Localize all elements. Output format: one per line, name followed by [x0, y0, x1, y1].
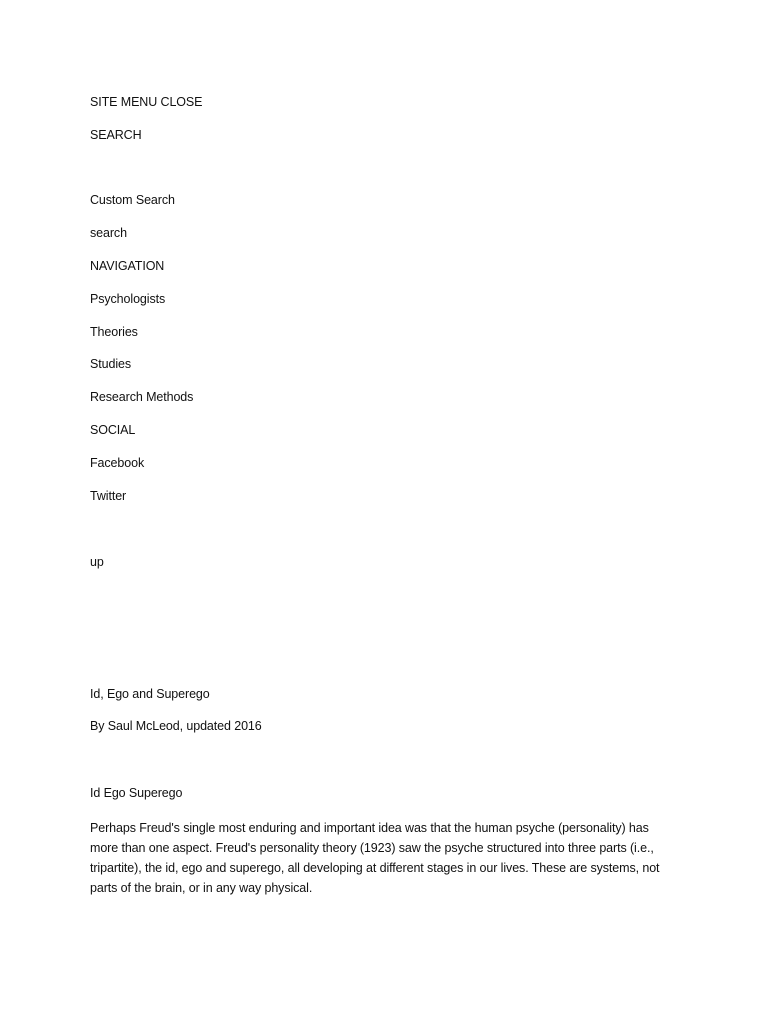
paragraph-line: tripartite), the id, ego and superego, all developing at different stages in our lives. These are systems, not — [90, 861, 660, 875]
up-link[interactable]: up — [90, 555, 104, 569]
nav-item-research-methods[interactable]: Research Methods — [90, 390, 194, 404]
article-byline: By Saul McLeod, updated 2016 — [90, 719, 262, 733]
social-heading: SOCIAL — [90, 423, 136, 437]
social-item-twitter[interactable]: Twitter — [90, 489, 127, 503]
nav-item-studies[interactable]: Studies — [90, 357, 131, 371]
paragraph-line: more than one aspect. Freud's personality theory (1923) saw the psyche structured into three parts (i.e., — [90, 841, 654, 855]
paragraph-line: parts of the brain, or in any way physical. — [90, 881, 313, 895]
article-paragraph — [90, 818, 680, 898]
navigation-heading: NAVIGATION — [90, 259, 165, 273]
site-menu-close-link[interactable]: SITE MENU CLOSE — [90, 95, 203, 109]
search-button[interactable]: search — [90, 226, 127, 240]
article-title: Id, Ego and Superego — [90, 687, 210, 701]
social-item-facebook[interactable]: Facebook — [90, 456, 145, 470]
article-image-alt-text: Id Ego Superego — [90, 786, 183, 800]
search-heading: SEARCH — [90, 128, 142, 142]
custom-search-label[interactable]: Custom Search — [90, 193, 175, 207]
nav-item-theories[interactable]: Theories — [90, 325, 138, 339]
nav-item-psychologists[interactable]: Psychologists — [90, 292, 166, 306]
paragraph-line: Perhaps Freud's single most enduring and important idea was that the human psyche (personality) has — [90, 821, 649, 835]
